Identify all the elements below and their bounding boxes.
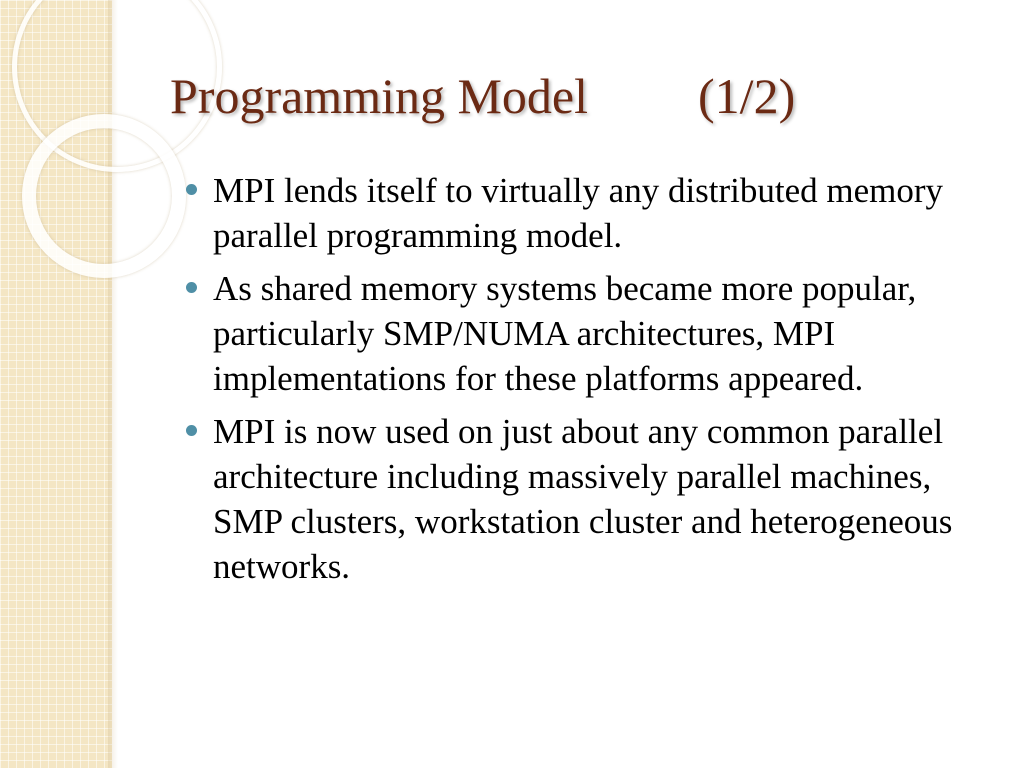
bullet-marker-icon xyxy=(186,425,197,436)
slide-title xyxy=(170,66,795,126)
decorative-ring-small xyxy=(22,114,186,278)
bullet-marker-icon xyxy=(186,184,197,195)
bullet-list xyxy=(186,168,1006,597)
bullet-item xyxy=(186,168,1006,258)
bullet-item xyxy=(186,266,1006,401)
bullet-text: As shared memory systems became more popular, particularly SMP/NUMA architectures, MPI implementations for these platforms appeared. xyxy=(213,269,917,398)
slide-title-main: Programming Model xyxy=(170,68,589,124)
bullet-item xyxy=(186,409,1006,589)
bullet-text: MPI is now used on just about any common parallel architecture including massively parallel machines, SMP clusters, workstation cluster and heterogeneous networks. xyxy=(213,412,953,586)
bullet-text: MPI lends itself to virtually any distributed memory parallel programming model. xyxy=(213,171,944,255)
slide-title-part-number: (1/2) xyxy=(698,68,796,124)
bullet-marker-icon xyxy=(186,282,197,293)
